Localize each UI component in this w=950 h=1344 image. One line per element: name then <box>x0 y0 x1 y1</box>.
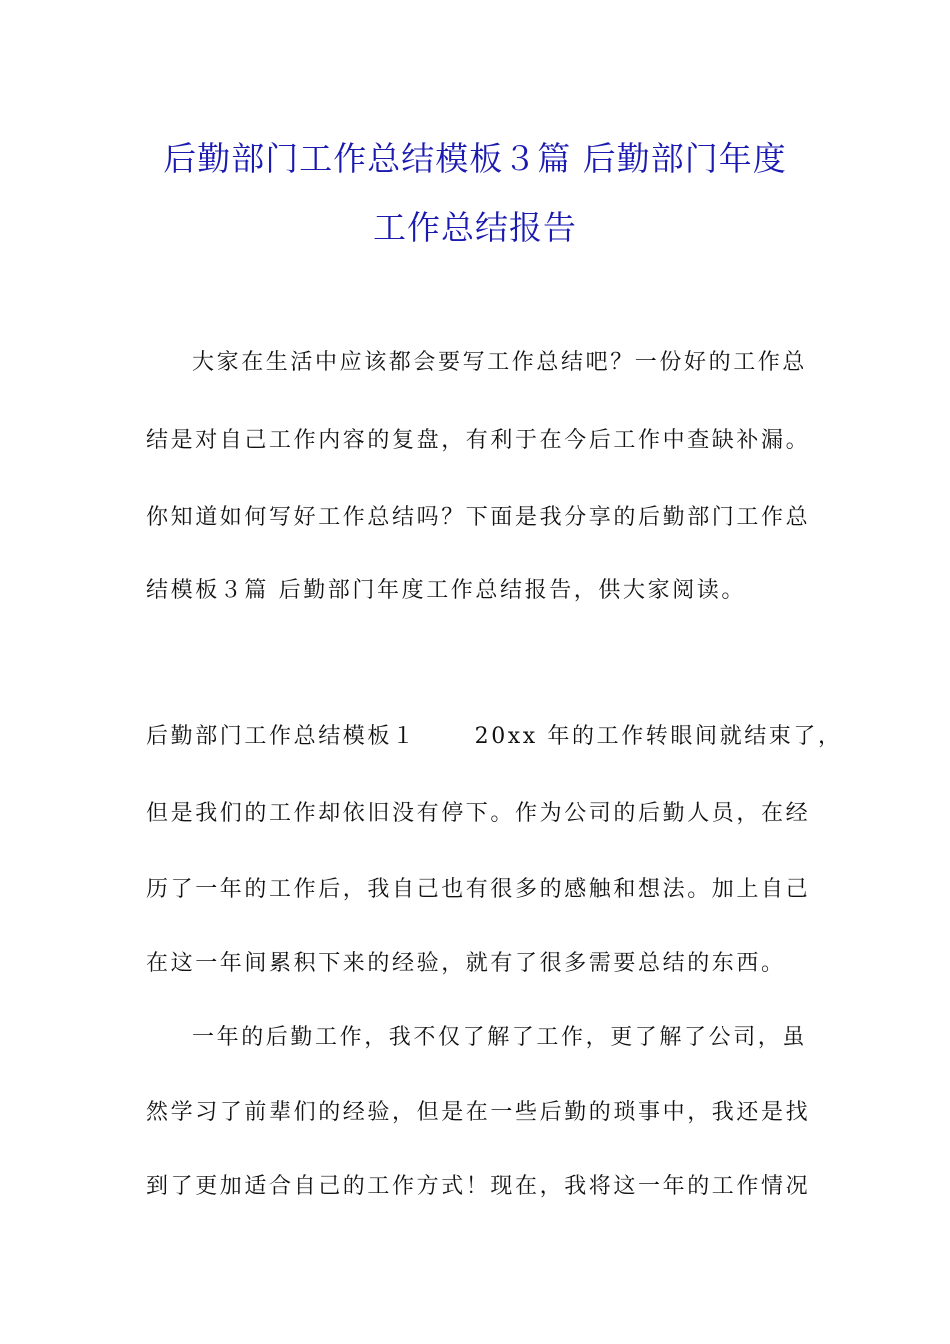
section-1-line-3: 历了一年的工作后，我自己也有很多的感触和想法。加上自己 <box>146 877 811 902</box>
document-title-line-2: 工作总结报告 <box>373 208 577 247</box>
section-2-line-3: 到了更加适合自己的工作方式！现在，我将这一年的工作情况 <box>146 1174 811 1199</box>
intro-line-1: 大家在生活中应该都会要写工作总结吧？一份好的工作总 <box>192 350 808 375</box>
document-title-line-1: 后勤部门工作总结模板３篇 后勤部门年度 <box>163 139 787 178</box>
section-2-line-2: 然学习了前辈们的经验，但是在一些后勤的琐事中，我还是找 <box>146 1100 811 1125</box>
section-1-first-line <box>146 719 843 750</box>
section-2-line-1: 一年的后勤工作，我不仅了解了工作，更了解了公司，虽 <box>192 1025 808 1050</box>
intro-line-3: 你知道如何写好工作总结吗？下面是我分享的后勤部门工作总 <box>146 505 811 530</box>
intro-line-2: 结是对自己工作内容的复盘，有利于在今后工作中查缺补漏。 <box>146 428 811 453</box>
intro-line-4: 结模板３篇 后勤部门年度工作总结报告，供大家阅读。 <box>146 578 746 603</box>
section-1-heading: 后勤部门工作总结模板１ <box>146 724 417 749</box>
section-1-line-4: 在这一年间累积下来的经验，就有了很多需要总结的东西。 <box>146 951 786 976</box>
section-1-line-2: 但是我们的工作却依旧没有停下。作为公司的后勤人员，在经 <box>146 801 811 826</box>
section-1-line-1: 20xx 年的工作转眼间就结束了， <box>474 724 843 749</box>
